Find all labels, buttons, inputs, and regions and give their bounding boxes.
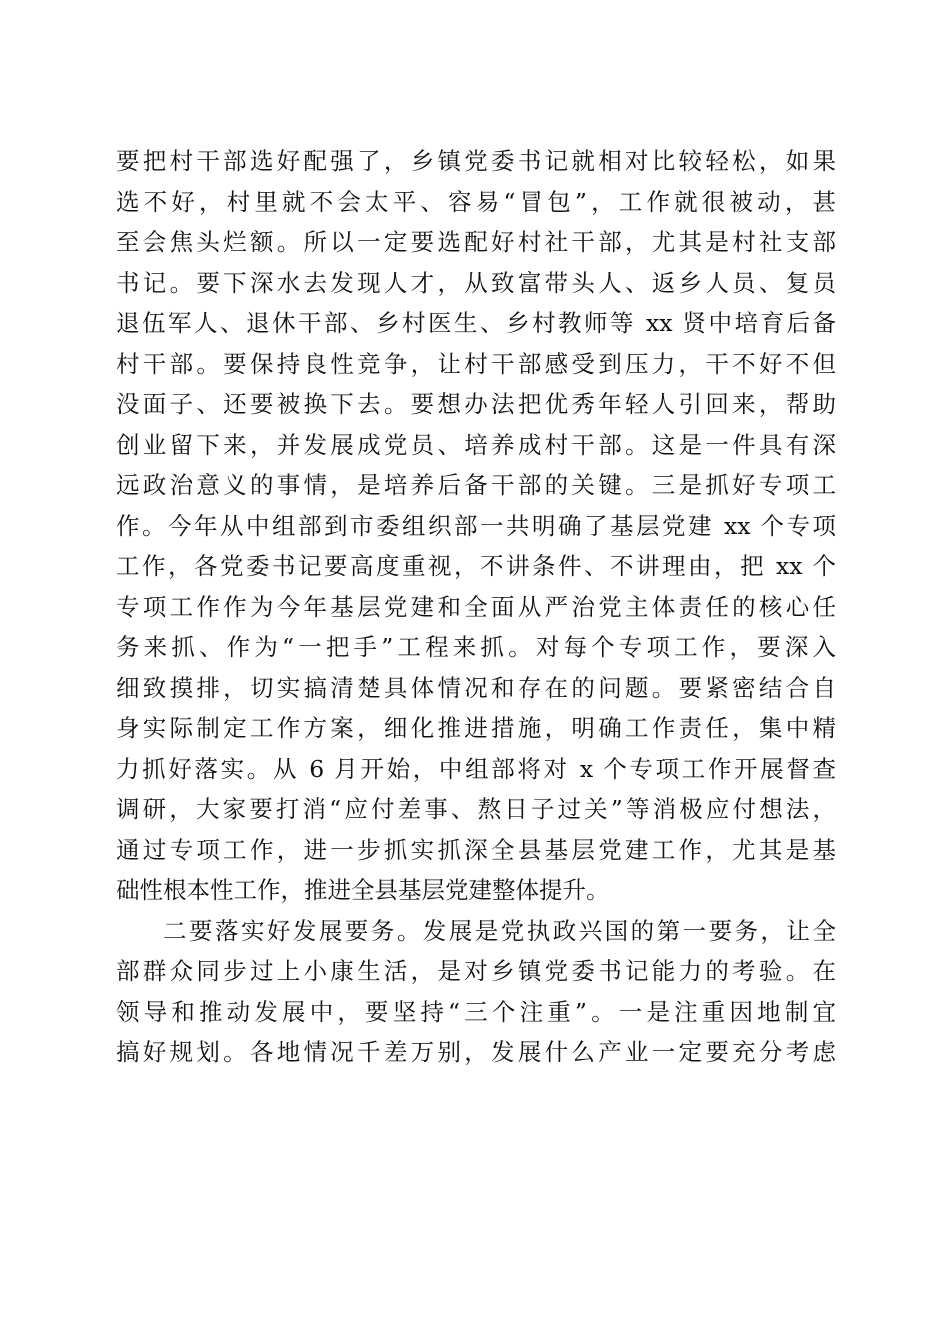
text-line: 村干部。要保持良性竞争，让村干部感受到压力，干不好不但	[116, 349, 836, 378]
text-line: 细致摸排，切实搞清楚具体情况和存在的问题。要紧密结合自	[116, 673, 836, 702]
text-line: 工作，各党委书记要高度重视，不讲条件、不讲理由，把 xx 个	[116, 552, 836, 580]
paragraph-1	[116, 141, 836, 911]
text-line: 至会焦头烂额。所以一定要选配好村社干部，尤其是村社支部	[116, 228, 836, 256]
paragraph-2	[116, 911, 836, 1073]
text-line: 身实际制定工作方案，细化推进措施，明确工作责任，集中精	[116, 714, 836, 742]
text-line: 没面子、还要被换下去。要想办法把优秀年轻人引回来，帮助	[116, 390, 836, 418]
text-line: 础性根本性工作，推进全县基层党建整体提升。	[116, 876, 610, 904]
text-line: 选不好，村里就不会太平、容易“冒包”，工作就很被动，甚	[116, 187, 836, 216]
text-line: 力抓好落实。从 6 月开始，中组部将对 x 个专项工作开展督查	[116, 754, 836, 783]
body-text	[116, 141, 836, 1073]
text-line: 要把村干部选好配强了，乡镇党委书记就相对比较轻松，如果	[116, 147, 836, 175]
text-line: 务来抓、作为“一把手”工程来抓。对每个专项工作，要深入	[116, 633, 836, 661]
text-line: 通过专项工作，进一步抓实抓深全县基层党建工作，尤其是基	[116, 835, 836, 864]
text-line: 作。今年从中组部到市委组织部一共明确了基层党建 xx 个专项	[116, 511, 836, 540]
text-line: 远政治意义的事情，是培养后备干部的关键。三是抓好专项工	[116, 471, 836, 499]
text-line: 搞好规划。各地情况千差万别，发展什么产业一定要充分考虑	[116, 1038, 836, 1066]
text-line: 专项工作作为今年基层党建和全面从严治党主体责任的核心任	[116, 592, 836, 621]
text-line: 退伍军人、退休干部、乡村医生、乡村教师等 xx 贤中培育后备	[116, 309, 836, 337]
text-line: 书记。要下深水去发现人才，从致富带头人、返乡人员、复员	[116, 268, 836, 297]
text-line: 调研，大家要打消“应付差事、熬日子过关”等消极应付想法，	[116, 795, 836, 823]
text-line: 二要落实好发展要务。发展是党执政兴国的第一要务，让全	[163, 916, 836, 945]
text-line: 领导和推动发展中，要坚持“三个注重”。一是注重因地制宜	[116, 997, 836, 1026]
text-line: 创业留下来，并发展成党员、培养成村干部。这是一件具有深	[116, 430, 836, 459]
text-line: 部群众同步过上小康生活，是对乡镇党委书记能力的考验。在	[116, 957, 836, 985]
